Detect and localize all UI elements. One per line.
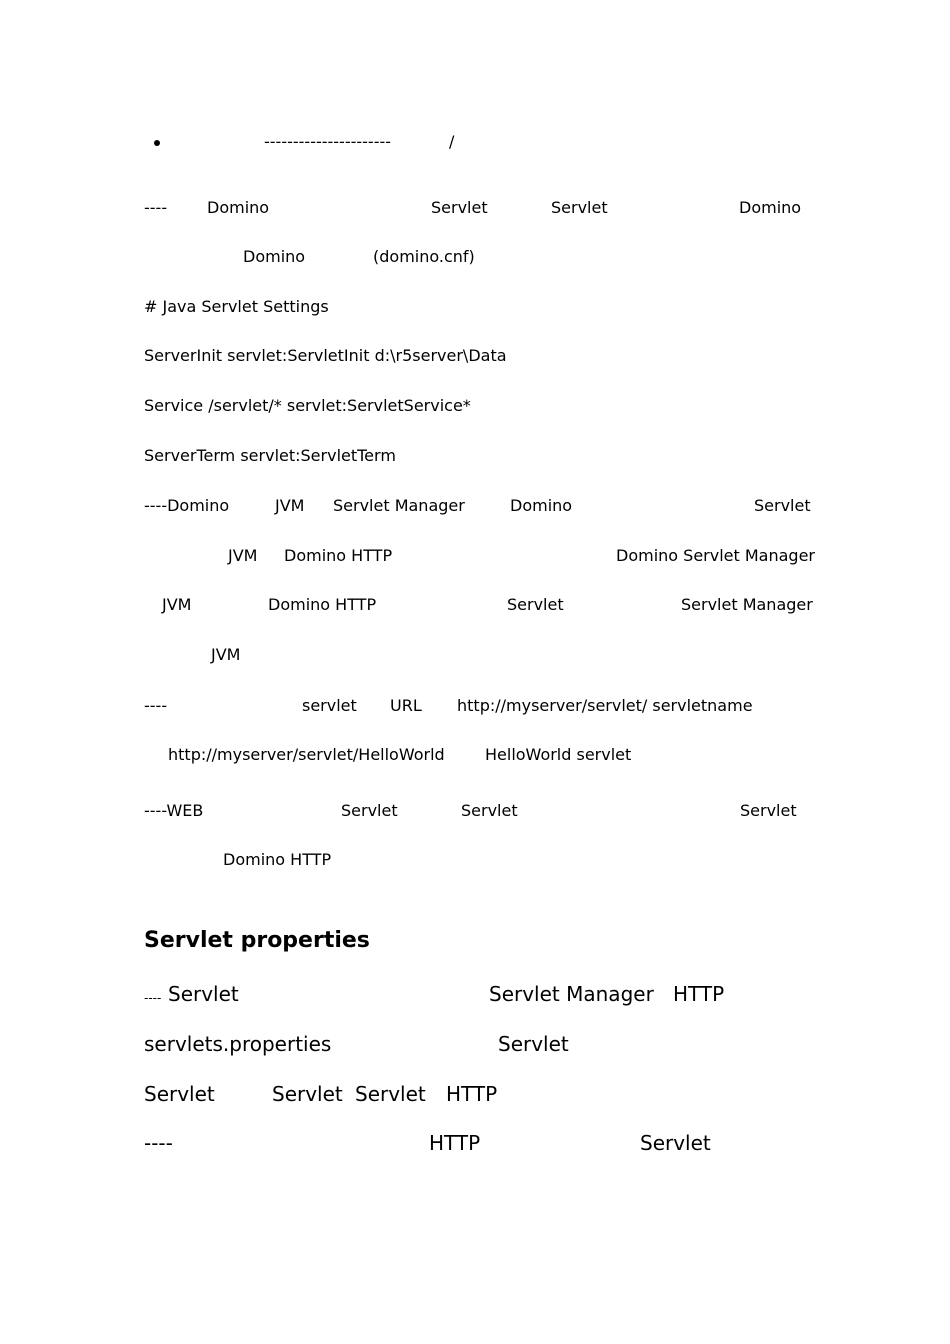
para4-line1-word: ----WEB bbox=[144, 801, 204, 820]
bullet-slash: / bbox=[449, 132, 455, 151]
section-heading: Servlet properties bbox=[144, 928, 370, 953]
para3-line2-word: HelloWorld servlet bbox=[485, 745, 632, 764]
para2-line3-word: Servlet bbox=[507, 595, 564, 614]
config-server-term: ServerTerm servlet:ServletTerm bbox=[144, 446, 396, 465]
para5-line2-word: servlets.properties bbox=[144, 1032, 332, 1056]
para5-line3-word: HTTP bbox=[446, 1082, 498, 1106]
para5-line4-word: Servlet bbox=[640, 1131, 711, 1155]
para4-line1-word: Servlet bbox=[740, 801, 797, 820]
para3-url-pattern: http://myserver/servlet/ servletname bbox=[457, 696, 753, 715]
config-server-init: ServerInit servlet:ServletInit d:\r5server\Data bbox=[144, 346, 507, 365]
para1-line1-word: Servlet bbox=[431, 198, 488, 217]
para2-line3-word: JVM bbox=[162, 595, 192, 614]
para2-line3-word: Domino HTTP bbox=[268, 595, 377, 614]
bullet-dashes: ---------------------- bbox=[264, 132, 392, 151]
para3-line1-word: ---- bbox=[144, 696, 168, 715]
para2-line2-word: JVM bbox=[228, 546, 258, 565]
para5-line4-word: ---- bbox=[144, 1131, 173, 1155]
para2-line2-word: Domino Servlet Manager bbox=[616, 546, 815, 565]
para1-line1-word: Servlet bbox=[551, 198, 608, 217]
para2-line1-word: Servlet bbox=[754, 496, 811, 515]
para1-line1-word: ---- bbox=[144, 198, 168, 217]
para3-line1-word: URL bbox=[390, 696, 422, 715]
para1-line1-word: Domino bbox=[207, 198, 270, 217]
para5-line1-word: Servlet Manager bbox=[489, 982, 654, 1006]
para1-line2-word: Domino bbox=[243, 247, 306, 266]
para4-line2-word: Domino HTTP bbox=[223, 850, 332, 869]
bullet-dot-icon bbox=[154, 140, 160, 146]
para5-line1-dash: ---- bbox=[144, 991, 162, 1005]
para2-line1-word: Servlet Manager bbox=[333, 496, 465, 515]
para1-line1-word: Domino bbox=[739, 198, 802, 217]
para3-example-url: http://myserver/servlet/HelloWorld bbox=[168, 745, 445, 764]
para5-line3-word: Servlet bbox=[272, 1082, 343, 1106]
para2-line2-word: Domino HTTP bbox=[284, 546, 393, 565]
para4-line1-word: Servlet bbox=[461, 801, 518, 820]
para3-line1-word: servlet bbox=[302, 696, 357, 715]
para5-line4-word: HTTP bbox=[429, 1131, 481, 1155]
para4-line1-word: Servlet bbox=[341, 801, 398, 820]
para2-line1-word: ----Domino bbox=[144, 496, 230, 515]
para1-line2-word: (domino.cnf) bbox=[373, 247, 475, 266]
para2-line1-word: JVM bbox=[275, 496, 305, 515]
para5-line1-word: Servlet bbox=[168, 982, 239, 1006]
para2-line3-word: Servlet Manager bbox=[681, 595, 813, 614]
para5-line2-word: Servlet bbox=[498, 1032, 569, 1056]
para5-line1-word: HTTP bbox=[673, 982, 725, 1006]
para5-line3-word: Servlet bbox=[144, 1082, 215, 1106]
para2-line1-word: Domino bbox=[510, 496, 573, 515]
config-comment: # Java Servlet Settings bbox=[144, 297, 329, 316]
config-service: Service /servlet/* servlet:ServletService* bbox=[144, 396, 471, 415]
para5-line3-word: Servlet bbox=[355, 1082, 426, 1106]
para2-line4-word: JVM bbox=[211, 645, 241, 664]
